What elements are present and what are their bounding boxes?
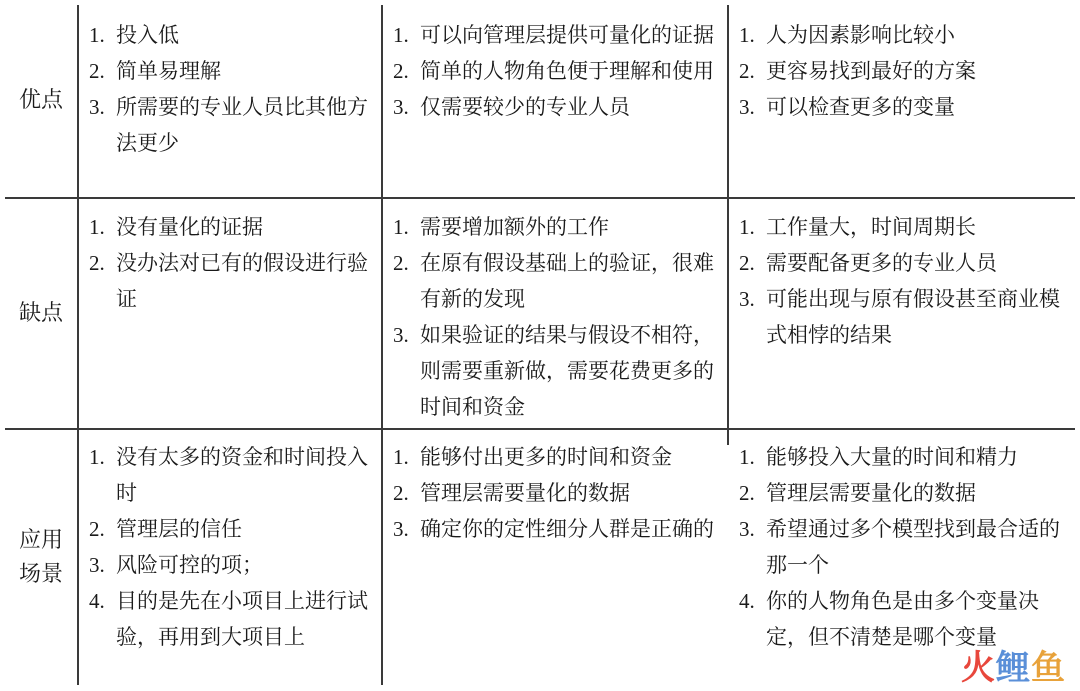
list-item: 3. 所需要的专业人员比其他方法更少 [89, 95, 368, 155]
watermark-logo [961, 649, 1066, 687]
comparison-table [5, 5, 1075, 685]
list-item: 1. 没有量化的证据 [89, 215, 263, 239]
list-item: 1. 能够付出更多的时间和资金 [393, 445, 672, 469]
list-item: 2. 在原有假设基础上的验证，很难有新的发现 [393, 251, 714, 311]
row-divider [5, 197, 1075, 199]
cell-disadvantages-col2 [393, 209, 723, 425]
list-item: 2. 简单的人物角色便于理解和使用 [393, 59, 714, 83]
list-item: 1. 可以向管理层提供可量化的证据 [393, 23, 714, 47]
watermark-char: 鲤 [996, 648, 1031, 688]
cell-scenarios-col1 [89, 439, 375, 655]
cell-disadvantages-col1 [89, 209, 375, 317]
list-item: 3. 确定你的定性细分人群是正确的 [393, 517, 714, 541]
list-item: 4. 你的人物角色是由多个变量决定，但不清楚是哪个变量 [739, 589, 1039, 649]
list-item: 2. 管理层的信任 [89, 517, 242, 541]
list-item: 3. 可能出现与原有假设甚至商业模式相悖的结果 [739, 287, 1060, 347]
watermark-char: 鱼 [1031, 648, 1066, 688]
cell-scenarios-col2 [393, 439, 723, 547]
list-item: 3. 风险可控的项； [89, 553, 263, 577]
column-divider [77, 5, 79, 685]
list-item: 4. 目的是先在小项目上进行试验，再用到大项目上 [89, 589, 368, 649]
list-item: 1. 投入低 [89, 23, 179, 47]
column-divider [727, 5, 729, 445]
cell-advantages-col1 [89, 17, 375, 161]
cell-disadvantages-col3 [739, 209, 1071, 353]
list-item: 2. 更容易找到最好的方案 [739, 59, 976, 83]
watermark-char: 火 [961, 648, 996, 688]
list-item: 3. 可以检查更多的变量 [739, 95, 955, 119]
cell-advantages-col2 [393, 17, 723, 125]
list-item: 2. 管理层需要量化的数据 [393, 481, 630, 505]
list-item: 2. 需要配备更多的专业人员 [739, 251, 997, 275]
row-divider [5, 428, 1075, 430]
list-item: 1. 工作量大，时间周期长 [739, 215, 976, 239]
list-item: 3. 仅需要较少的专业人员 [393, 95, 630, 119]
list-item: 2. 没办法对已有的假设进行验证 [89, 251, 368, 311]
cell-advantages-col3 [739, 17, 1071, 125]
list-item: 2. 管理层需要量化的数据 [739, 481, 976, 505]
list-item: 1. 人为因素影响比较小 [739, 23, 955, 47]
list-item: 1. 需要增加额外的工作 [393, 215, 609, 239]
list-item: 2. 简单易理解 [89, 59, 221, 83]
list-item: 3. 希望通过多个模型找到最合适的那一个 [739, 517, 1060, 577]
column-divider [381, 5, 383, 685]
list-item: 1. 没有太多的资金和时间投入时 [89, 445, 368, 505]
row-label-advantages: 优点 [18, 88, 63, 113]
cell-scenarios-col3 [739, 439, 1071, 655]
row-label-scenarios [5, 430, 77, 685]
row-label-disadvantages: 缺点 [18, 300, 63, 326]
list-item: 3. 如果验证的结果与假设不相符，则需要重新做，需要花费更多的时间和资金 [393, 323, 714, 419]
list-item: 1. 能够投入大量的时间和精力 [739, 445, 1018, 469]
row-label-text: 应用场景 [18, 527, 63, 587]
